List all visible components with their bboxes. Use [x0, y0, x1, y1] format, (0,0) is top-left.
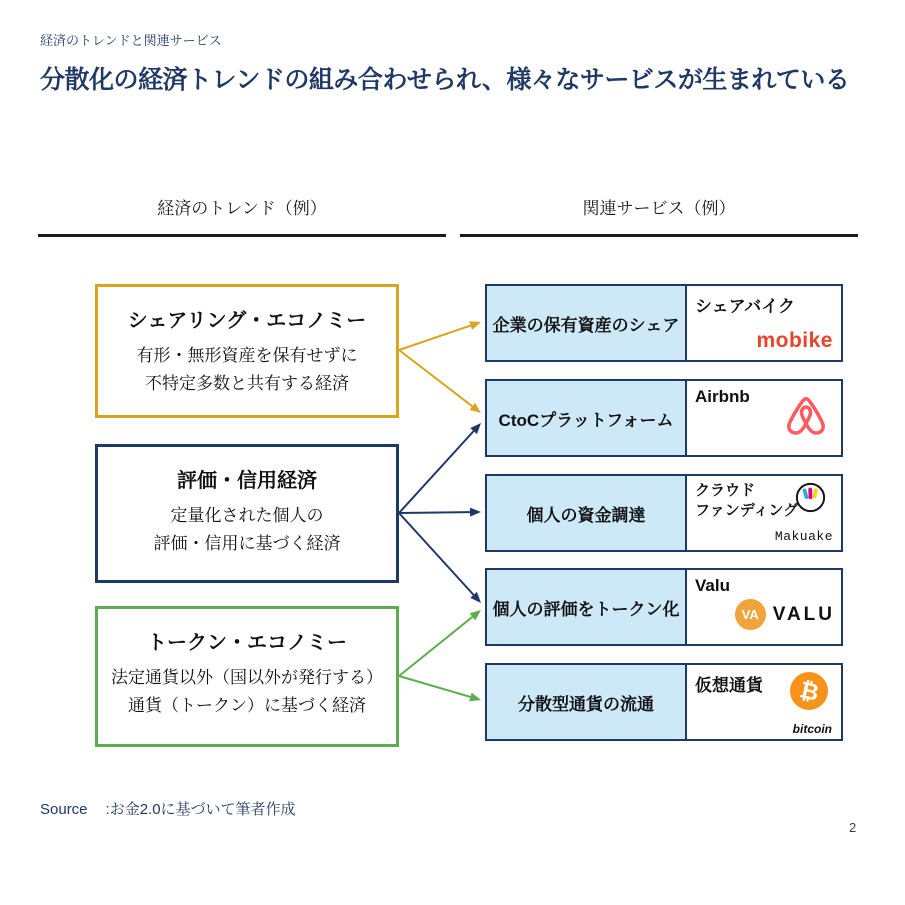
service-example-cell: [687, 286, 841, 360]
service-example-cell: [687, 570, 841, 644]
valu-wordmark: VALU: [772, 603, 835, 625]
service-name: Valu: [695, 576, 730, 595]
trend-title: 評価・信用経済: [177, 470, 317, 492]
trend-box-sharing-economy: [95, 284, 399, 418]
trend-desc-line: 評価・信用に基づく経済: [153, 534, 341, 553]
service-name: シェアバイク: [695, 297, 795, 316]
source-note: [40, 798, 296, 819]
page-number: 2: [849, 820, 857, 835]
service-example-cell: [687, 665, 841, 739]
valu-logo-icon: VA: [735, 599, 766, 630]
service-row-asset-share: [485, 284, 843, 362]
service-name: 仮想通貨: [695, 676, 763, 695]
valu-logo: [735, 599, 835, 630]
service-label: 個人の資金調達: [487, 476, 687, 550]
mobike-logo: mobike: [756, 329, 833, 352]
slide-eyebrow: 経済のトレンドと関連サービス: [40, 33, 222, 48]
slide-title: 分散化の経済トレンドの組み合わせられ、様々なサービスが生まれている: [40, 66, 850, 94]
service-name: [695, 481, 798, 521]
trend-box-credit-economy: [95, 444, 399, 583]
service-label: 個人の評価をトークン化: [487, 570, 687, 644]
trend-description: [98, 664, 396, 720]
service-label: CtoCプラットフォーム: [487, 381, 687, 455]
service-example-cell: [687, 381, 841, 455]
trend-description: [98, 342, 396, 398]
trend-desc-line: 通貨（トークン）に基づく経済: [128, 696, 366, 715]
service-label: 企業の保有資産のシェア: [487, 286, 687, 360]
trend-desc-line: 法定通貨以外（国以外が発行する）: [111, 668, 383, 687]
bitcoin-logo-icon: [790, 672, 828, 710]
trend-desc-line: 定量化された個人の: [170, 506, 324, 525]
column-header-services: 関連サービス（例）: [460, 194, 858, 237]
service-label: 分散型通貨の流通: [487, 665, 687, 739]
service-row-ctoc-platform: [485, 379, 843, 457]
service-row-crowdfunding: [485, 474, 843, 552]
trend-desc-line: 不特定多数と共有する経済: [145, 374, 349, 393]
source-text: :お金2.0に基づいて筆者作成: [105, 801, 296, 818]
trend-box-token-economy: [95, 606, 399, 747]
service-row-tokenize-reputation: [485, 568, 843, 646]
service-example-cell: [687, 476, 841, 550]
service-row-decentralized-currency: [485, 663, 843, 741]
airbnb-logo-icon: [781, 393, 831, 443]
service-name-line: クラウド: [695, 482, 756, 499]
trend-description: [98, 502, 396, 558]
service-name-line: ファンディング: [695, 502, 799, 519]
trend-title: トークン・エコノミー: [147, 632, 347, 654]
bitcoin-symbol: ₿: [796, 676, 821, 707]
makuake-wordmark: Makuake: [774, 529, 833, 544]
trend-desc-line: 有形・無形資産を保有せずに: [136, 346, 358, 365]
service-name: Airbnb: [695, 387, 750, 406]
column-header-trends: 経済のトレンド（例）: [38, 194, 446, 237]
bitcoin-wordmark: bitcoin: [792, 722, 832, 736]
trend-title: シェアリング・エコノミー: [127, 310, 367, 332]
makuake-logo-icon: [794, 481, 827, 514]
source-label: Source: [40, 801, 88, 818]
